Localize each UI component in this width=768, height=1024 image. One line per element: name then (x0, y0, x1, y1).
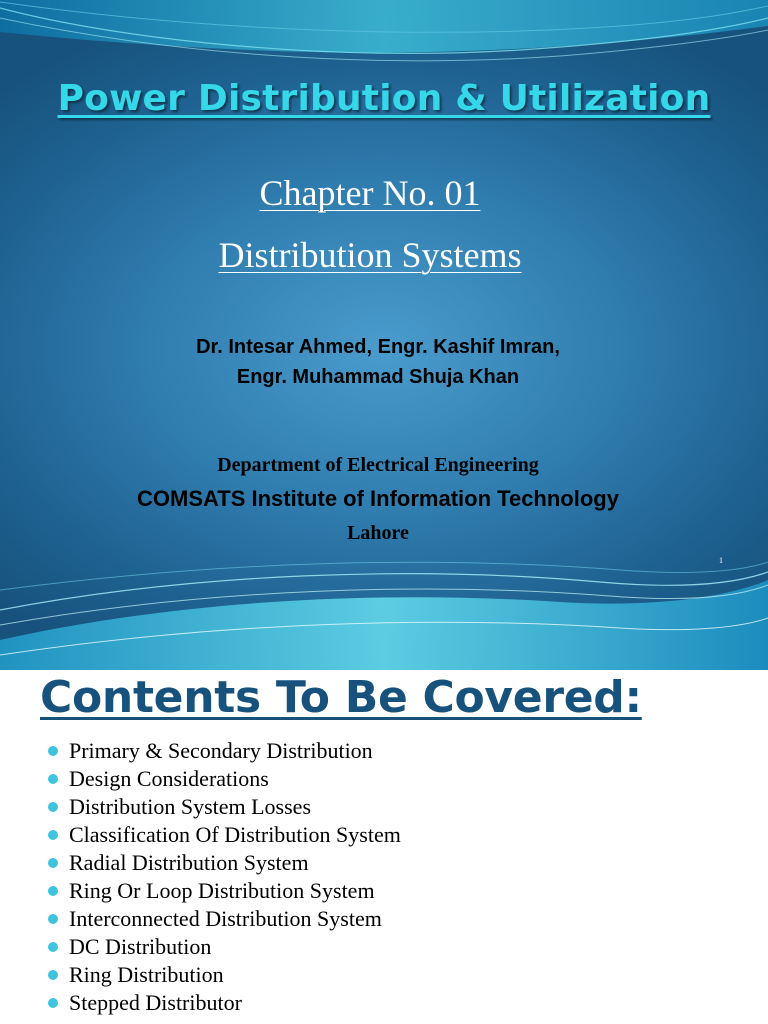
authors-block (0, 332, 756, 392)
contents-heading: Contents To Be Covered: (40, 672, 642, 723)
list-item: DC Distribution (48, 933, 401, 961)
presentation-title: Power Distribution & Utilization (57, 78, 711, 119)
bullet-icon (48, 998, 58, 1008)
list-item: Radial Distribution System (48, 849, 401, 877)
list-item: Primary & Secondary Distribution (48, 737, 401, 765)
department-name: Department of Electrical Engineering (217, 454, 539, 476)
institute-name: COMSATS Institute of Information Technology (137, 486, 619, 511)
list-item: Ring Or Loop Distribution System (48, 877, 401, 905)
contents-slide (0, 670, 768, 1024)
authors-line-1: Dr. Intesar Ahmed, Engr. Kashif Imran, (196, 336, 560, 358)
bullet-icon (48, 746, 58, 756)
bullet-icon (48, 886, 58, 896)
authors-line-2: Engr. Muhammad Shuja Khan (236, 366, 520, 388)
city-name: Lahore (347, 522, 409, 544)
chapter-number: Chapter No. 01 (259, 173, 481, 213)
bullet-icon (48, 942, 58, 952)
list-item: Classification Of Distribution System (48, 821, 401, 849)
list-item: Interconnected Distribution System (48, 905, 401, 933)
bullet-icon (48, 970, 58, 980)
list-item: Design Considerations (48, 765, 401, 793)
bullet-icon (48, 858, 58, 868)
list-item: Stepped Distributor (48, 989, 401, 1017)
contents-list (48, 737, 401, 1017)
bullet-icon (48, 802, 58, 812)
slide-number: 1 (719, 556, 723, 565)
list-item: Distribution System Losses (48, 793, 401, 821)
bullet-icon (48, 774, 58, 784)
list-item: Ring Distribution (48, 961, 401, 989)
bullet-icon (48, 914, 58, 924)
chapter-title: Distribution Systems (218, 235, 522, 275)
bullet-icon (48, 830, 58, 840)
